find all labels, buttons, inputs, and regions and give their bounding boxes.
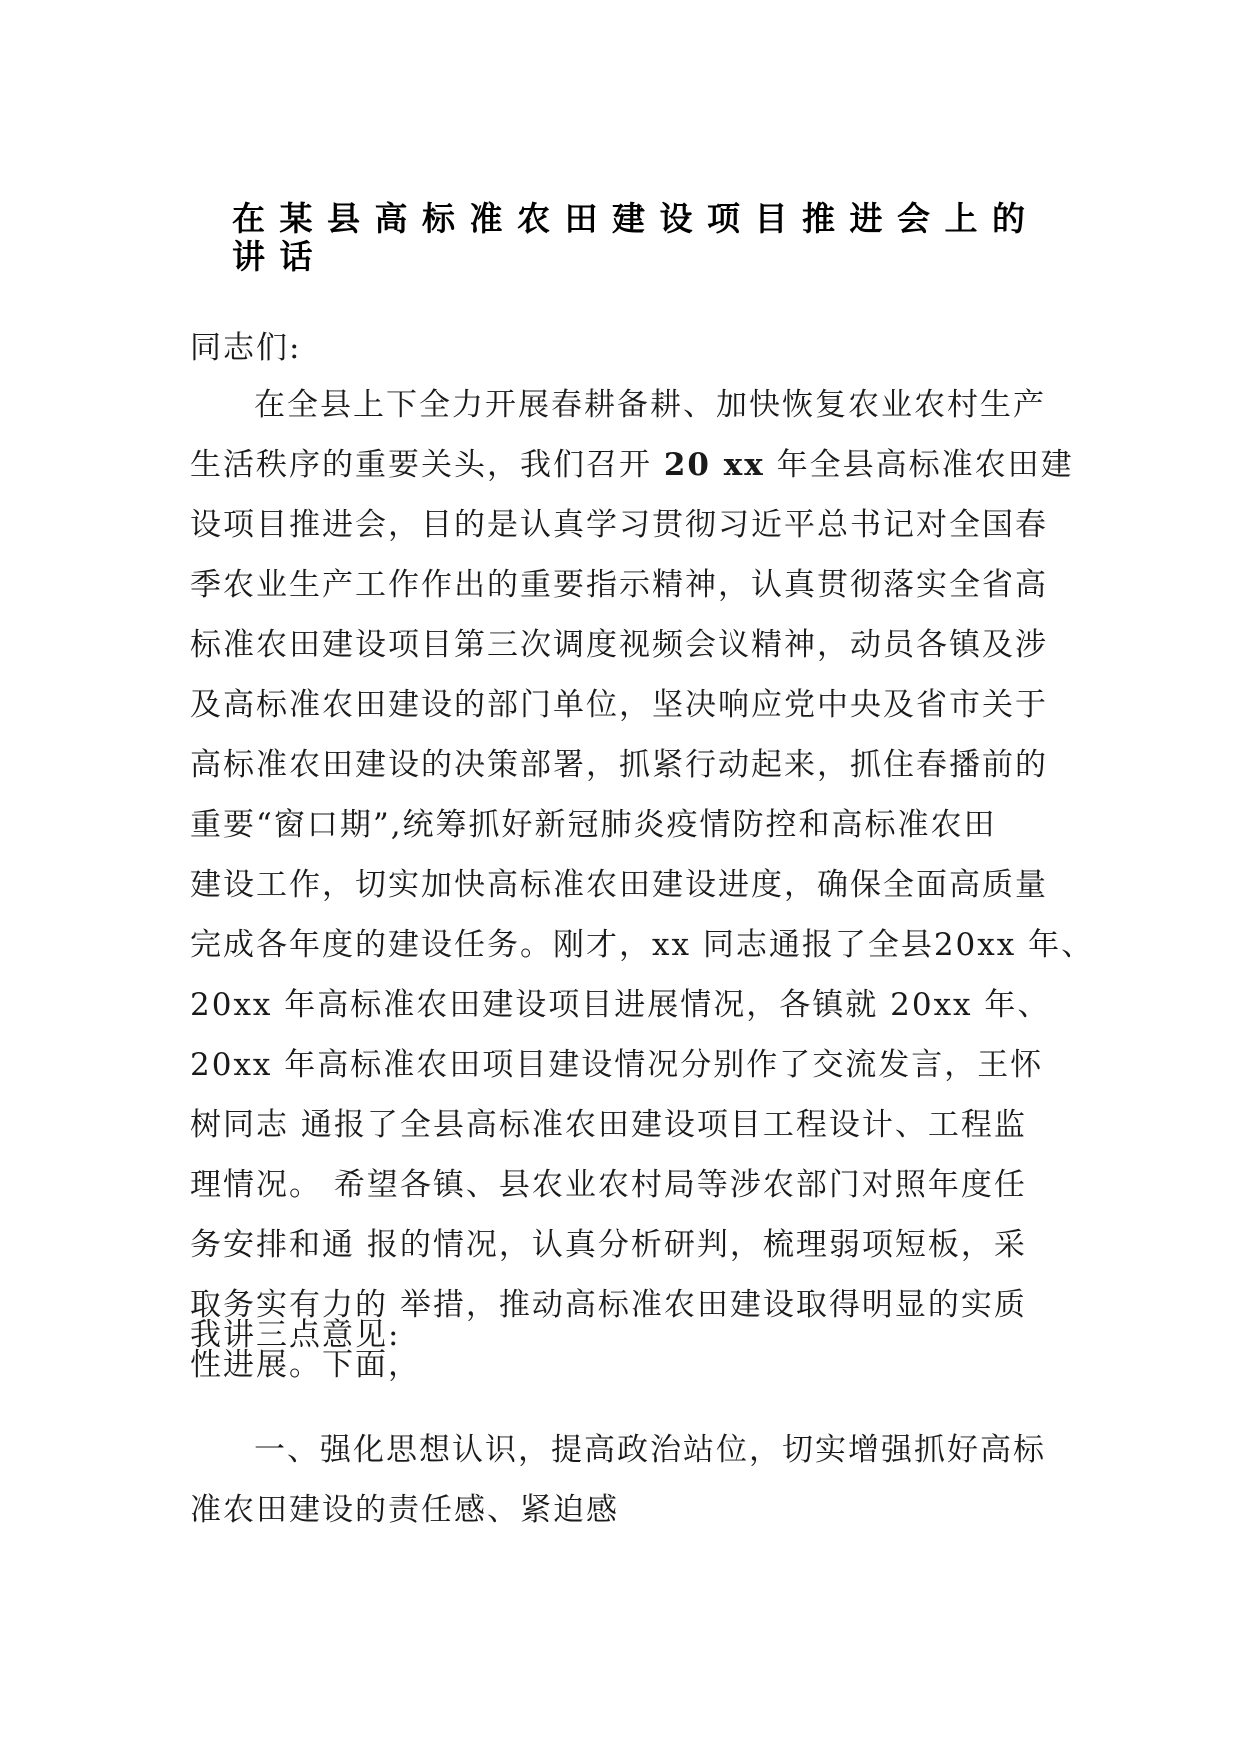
section-heading-line: 一、强化思想认识，提高政治站位，切实增强抓好高标 — [254, 1432, 1046, 1468]
section-heading-line: 准农田建设的责任感、紧迫感 — [190, 1492, 619, 1528]
paragraph-line: 高标准农田建设的决策部署，抓紧行动起来，抓住春播前的 — [190, 747, 1048, 783]
paragraph-line: 树同志 通报了全县高标准农田建设项目工程设计、工程监 — [190, 1107, 1027, 1143]
title-line-1: 在某县高标准农田建设项目推进会上的 — [232, 199, 1040, 238]
paragraph-line: 20xx 年高标准农田建设项目进展情况，各镇就 20xx 年、 — [190, 987, 1051, 1023]
paragraph-line: 务安排和通 报的情况，认真分析研判，梳理弱项短板，采 — [190, 1227, 1027, 1263]
paragraph-text: 年全县高标准农田建 — [764, 447, 1074, 483]
paragraph-line: 重要“窗口期”,统筹抓好新冠肺炎疫情防控和高标准农田 — [190, 807, 997, 843]
salutation-text: 同志们: — [190, 330, 302, 366]
closing-text: 我讲三点意见: — [190, 1317, 401, 1353]
year-bold-text: 20 xx — [663, 447, 765, 483]
paragraph-line: 标准农田建设项目第三次调度视频会议精神，动员各镇及涉 — [190, 627, 1048, 663]
paragraph-1 — [190, 375, 1095, 1395]
paragraph-line: 设项目推进会，目的是认真学习贯彻习近平总书记对全国春 — [190, 507, 1048, 543]
section-1-heading — [190, 1420, 1070, 1540]
paragraph-line: 及高标准农田建设的部门单位，坚决响应党中央及省市关于 — [190, 687, 1048, 723]
paragraph-line: 理情况。 希望各镇、县农业农村局等涉农部门对照年度任 — [190, 1167, 1027, 1203]
paragraph-line: 性进展。下面， — [190, 1347, 421, 1383]
paragraph-line: 季农业生产工作作出的重要指示精神，认真贯彻落实全省高 — [190, 567, 1048, 603]
paragraph-text: 生活秩序的重要关头，我们召开 — [190, 447, 664, 483]
paragraph-line: 完成各年度的建设任务。刚才，xx 同志通报了全县20xx 年、 — [190, 927, 1095, 963]
salutation — [190, 318, 1070, 378]
closing-line — [190, 1305, 1070, 1365]
paragraph-line — [190, 435, 1074, 495]
title-line-2: 讲话 — [232, 237, 327, 276]
paragraph-line: 20xx 年高标准农田项目建设情况分别作了交流发言，王怀 — [190, 1047, 1044, 1083]
paragraph-line: 取务实有力的 举措，推动高标准农田建设取得明显的实质 — [190, 1287, 1027, 1323]
paragraph-line: 建设工作，切实加快高标准农田建设进度，确保全面高质量 — [190, 867, 1048, 903]
paragraph-line: 在全县上下全力开展春耕备耕、加快恢复农业农村生产 — [254, 387, 1046, 423]
document-title — [232, 199, 1040, 276]
